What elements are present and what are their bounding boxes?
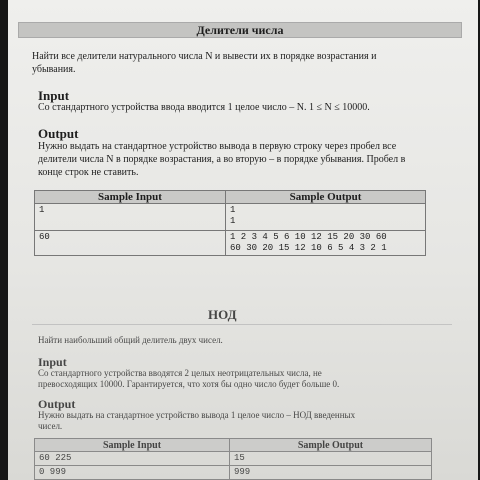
task2-statement: Найти наибольший общий делитель двух чисел. (38, 335, 223, 345)
task2-sample-table (34, 438, 432, 480)
task2-sample-output-header: Sample Output (230, 439, 432, 452)
table-row (35, 466, 432, 480)
task1-input-text: Со стандартного устройства ввода вводится 1 целое число – N. 1 ≤ N ≤ 10000. (38, 102, 370, 113)
task2-output-heading: Output (38, 397, 76, 411)
task2-output-line1: Нужно выдать на стандартное устройство вывода 1 целое число – НОД введенных (38, 410, 356, 420)
task2-input-heading: Input (38, 355, 67, 369)
task1-row1-output-line2: 1 (230, 216, 236, 226)
task2-row2-input: 0 999 (35, 466, 230, 480)
task1-row1-input: 1 (35, 204, 226, 231)
task1-statement-line1: Найти все делители натурального числа N и вывести их в порядке возрастания и (32, 51, 377, 62)
task1-output-line3: конце строк не ставить. (38, 167, 139, 178)
task2-row1-input: 60 225 (35, 452, 230, 466)
task2-input-line2: превосходящих 10000. Гарантируется, что хотя бы одно число будет больше 0. (38, 379, 340, 389)
task2-title: НОД (208, 307, 237, 322)
task2-output-line2: чисел. (38, 421, 63, 431)
table-row (35, 452, 432, 466)
task1-output-heading: Output (38, 126, 79, 141)
task2-row1-output: 15 (230, 452, 432, 466)
task1-title: Делители числа (18, 22, 462, 38)
task1-sample-input-header: Sample Input (35, 191, 226, 204)
task1-row2-output-line1: 1 2 3 4 5 6 10 12 15 20 30 60 (230, 232, 387, 242)
task1-row2-output-line2: 60 30 20 15 12 10 6 5 4 3 2 1 (230, 243, 387, 253)
task1-input-heading: Input (38, 88, 70, 103)
task1-statement-line2: убывания. (32, 64, 76, 75)
document-page (8, 0, 478, 480)
divider (32, 324, 452, 325)
task1-row1-output-line1: 1 (230, 205, 236, 215)
task2-row2-output: 999 (230, 466, 432, 480)
task2-input-line1: Со стандартного устройства вводятся 2 целых неотрицательных числа, не (38, 368, 322, 378)
table-row (35, 231, 426, 256)
task2-sample-input-header: Sample Input (35, 439, 230, 452)
task1-sample-table (34, 190, 426, 256)
task1-output-line2: делители числа N в порядке возрастания, а во вторую – в порядке убывания. Пробел в (38, 154, 406, 165)
task1-output-line1: Нужно выдать на стандартное устройство вывода в первую строку через пробел все (38, 141, 397, 152)
task1-row2-input: 60 (35, 231, 226, 256)
table-row (35, 204, 426, 231)
task1-sample-output-header: Sample Output (226, 191, 426, 204)
